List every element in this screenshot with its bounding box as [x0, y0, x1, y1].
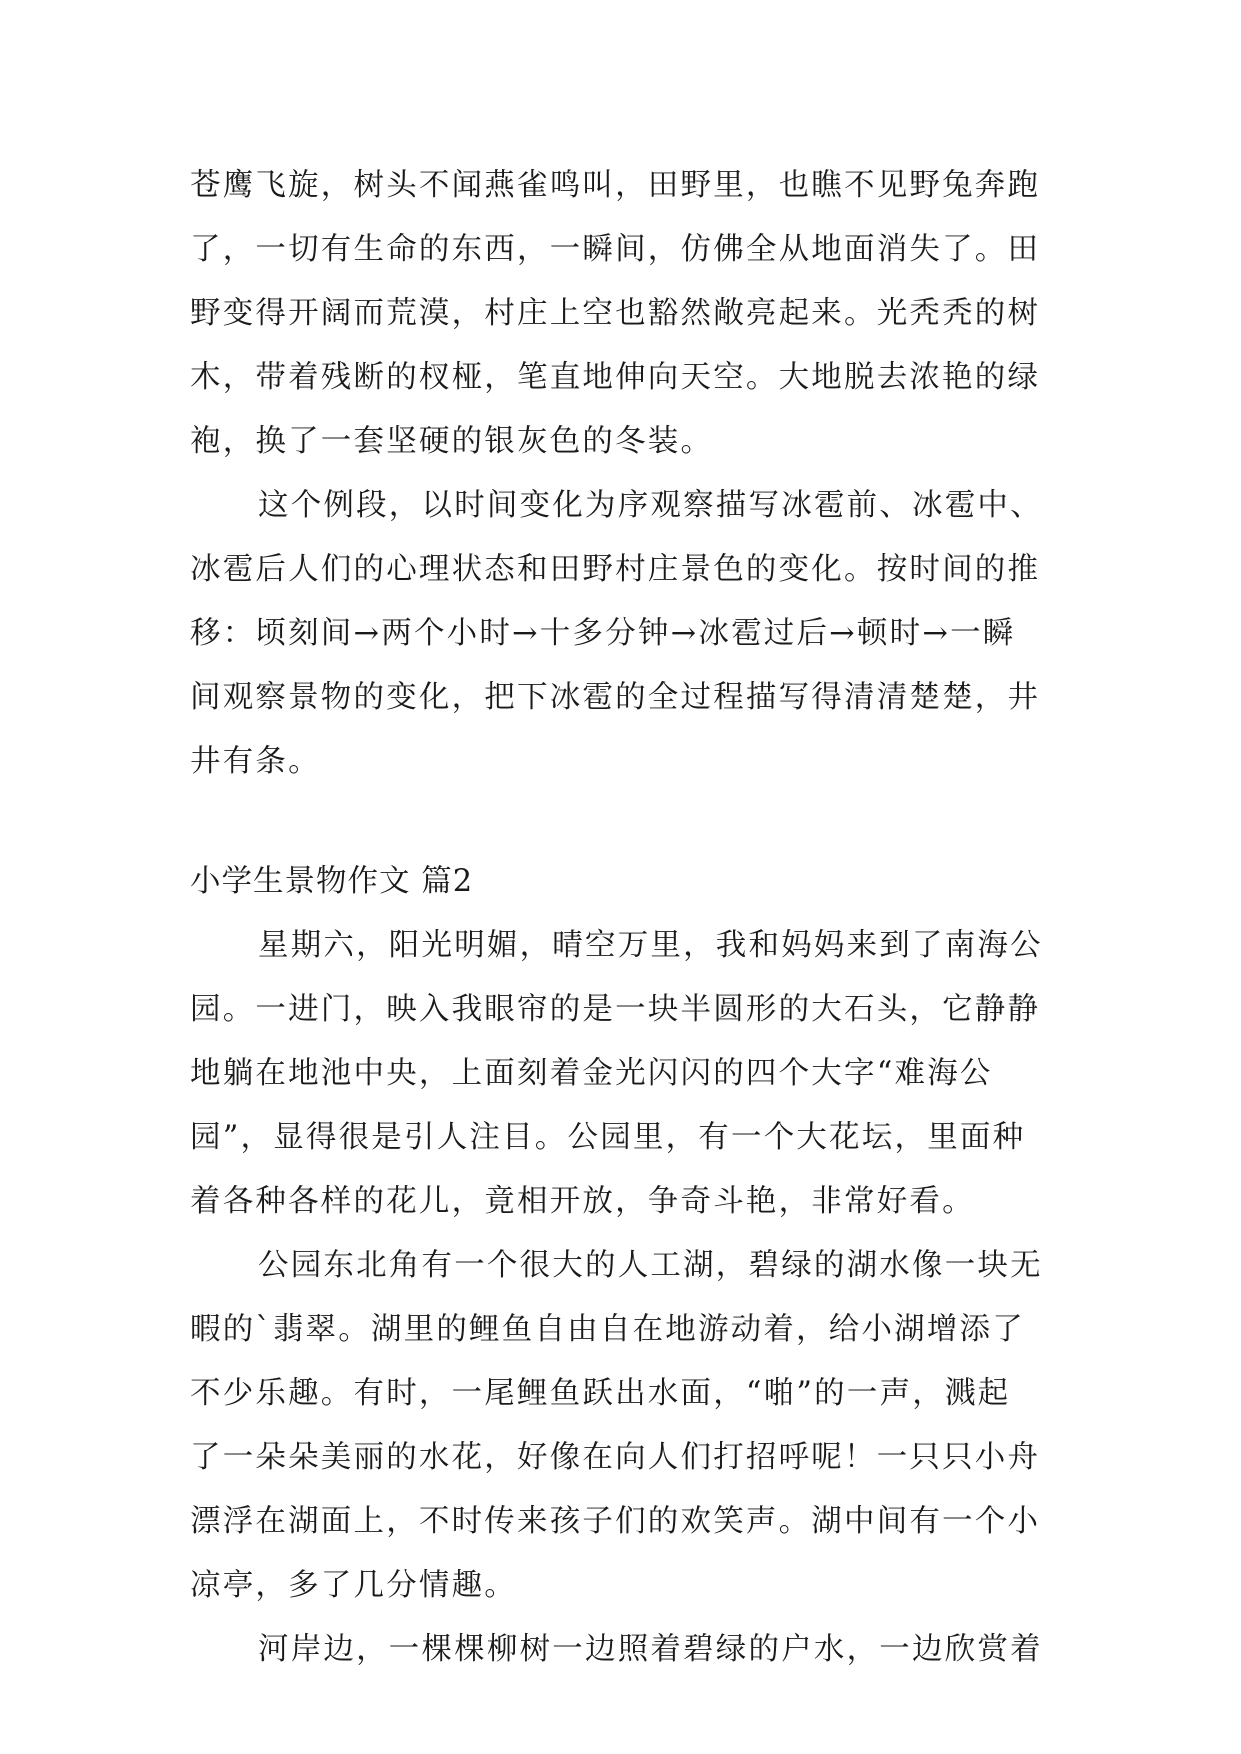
paragraph-line: 冰雹后人们的心理状态和田野村庄景色的变化。按时间的推 — [190, 552, 1041, 587]
paragraph-line: 移：顷刻间→两个小时→十多分钟→冰雹过后→顿时→一瞬 — [190, 616, 1016, 651]
paragraph-line: 园。一进门，映入我眼帘的是一块半圆形的大石头，它静静 — [190, 992, 1041, 1027]
paragraph-line: 野变得开阔而荒漠，村庄上空也豁然敞亮起来。光秃秃的树 — [190, 296, 1041, 331]
paragraph-line: 了一朵朵美丽的水花，好像在向人们打招呼呢！一只只小舟 — [190, 1440, 1041, 1475]
paragraph-line: 袍，换了一套坚硬的银灰色的冬装。 — [190, 424, 714, 459]
paragraph-line: 不少乐趣。有时，一尾鲤鱼跃出水面，“啪”的一声，溅起 — [190, 1376, 1011, 1411]
paragraph-line: 了，一切有生命的东西，一瞬间，仿佛全从地面消失了。田 — [190, 232, 1041, 267]
paragraph-line: 星期六，阳光明媚，晴空万里，我和妈妈来到了南海公 — [258, 928, 1043, 963]
paragraph-line: 这个例段，以时间变化为序观察描写冰雹前、冰雹中、 — [258, 488, 1043, 523]
paragraph-line: 间观察景物的变化，把下冰雹的全过程描写得清清楚楚，井 — [190, 680, 1041, 715]
paragraph-line: 凉亭，多了几分情趣。 — [190, 1568, 517, 1603]
section-title: 小学生景物作文 篇2 — [190, 864, 474, 899]
paragraph-line: 园”，显得很是引人注目。公园里，有一个大花坛，里面种 — [190, 1120, 1026, 1155]
paragraph-line: 暇的`翡翠。湖里的鲤鱼自由自在地游动着，给小湖增添了 — [190, 1312, 1025, 1347]
paragraph-line: 公园东北角有一个很大的人工湖，碧绿的湖水像一块无 — [258, 1248, 1043, 1283]
paragraph-line: 漂浮在湖面上，不时传来孩子们的欢笑声。湖中间有一个小 — [190, 1504, 1041, 1539]
paragraph-line: 着各种各样的花儿，竟相开放，争奇斗艳，非常好看。 — [190, 1184, 975, 1219]
paragraph-line: 河岸边，一棵棵柳树一边照着碧绿的户水，一边欣赏着 — [258, 1632, 1043, 1667]
paragraph-line: 地躺在地池中央，上面刻着金光闪闪的四个大字“难海公 — [190, 1056, 993, 1091]
paragraph-line: 苍鹰飞旋，树头不闻燕雀鸣叫，田野里，也瞧不见野兔奔跑 — [190, 168, 1041, 203]
paragraph-line: 木，带着残断的杈桠，笔直地伸向天空。大地脱去浓艳的绿 — [190, 360, 1041, 395]
paragraph-line: 井有条。 — [190, 744, 321, 779]
